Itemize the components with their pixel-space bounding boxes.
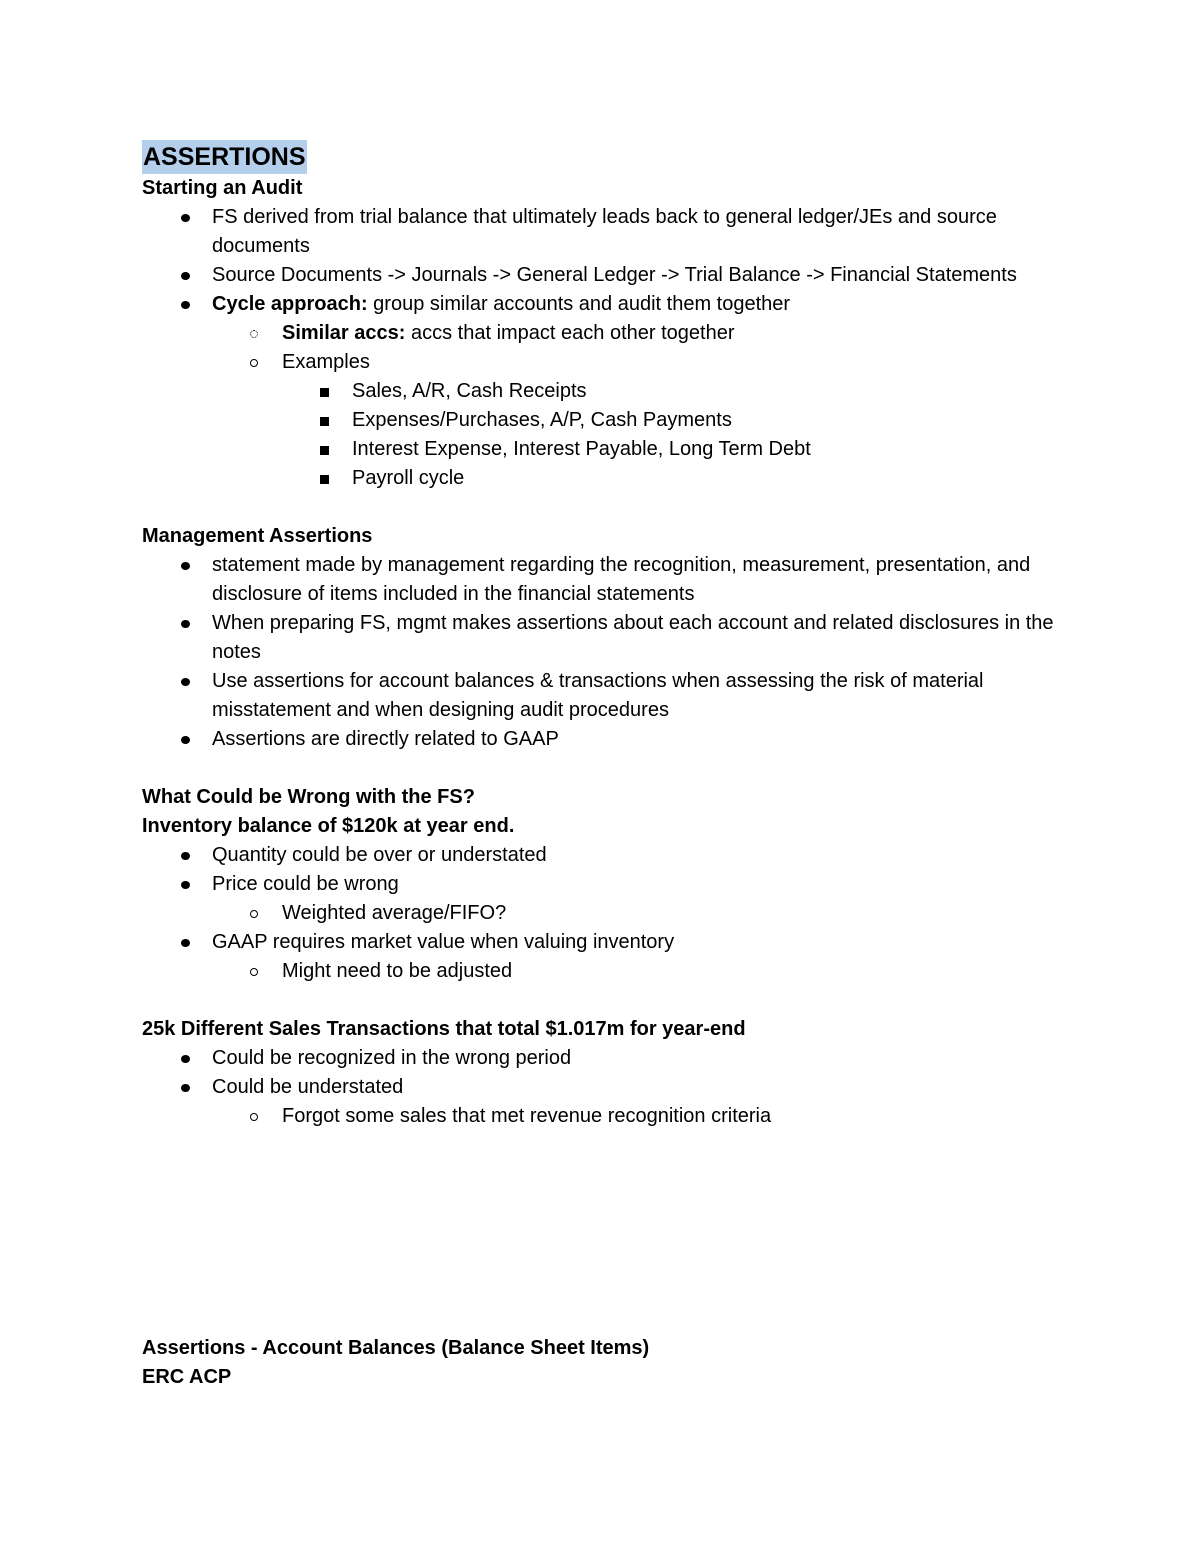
- list-item: [142, 870, 1082, 899]
- starting-audit-list: [142, 203, 1082, 493]
- bullet-icon: [181, 736, 190, 744]
- list-item-text: Price could be wrong: [212, 873, 399, 895]
- bullet-icon: [181, 562, 190, 570]
- page-title: ASSERTIONS: [142, 140, 307, 174]
- what-could-be-wrong-list: [142, 841, 1082, 986]
- list-item-text: GAAP requires market value when valuing inventory: [212, 931, 675, 953]
- list-item-text: Could be understated: [212, 1076, 404, 1098]
- heading-sales-transactions: 25k Different Sales Transactions that total $1.017m for year-end: [142, 1018, 746, 1040]
- subheading-erc-acp: ERC ACP: [142, 1366, 232, 1388]
- spacer: [142, 986, 1082, 1015]
- list-item-label: Similar accs:: [282, 322, 406, 344]
- subheading-inventory-balance: Inventory balance of $120k at year end.: [142, 815, 515, 837]
- list-item-text: Assertions are directly related to GAAP: [212, 728, 559, 750]
- list-item-text: Interest Expense, Interest Payable, Long Term Debt: [352, 438, 811, 460]
- list-item: [142, 725, 1082, 754]
- spacer: [142, 754, 1082, 783]
- list-item-text: statement made by management regarding the recognition, measurement, presentation, and disclosure of items included in the financial statements: [212, 554, 1031, 605]
- document-page: [142, 140, 1082, 1392]
- list-item: [142, 841, 1082, 870]
- list-item-text: Might need to be adjusted: [282, 960, 513, 982]
- list-item: [142, 899, 1082, 928]
- list-item-text: Payroll cycle: [352, 467, 465, 489]
- bullet-icon: [181, 620, 190, 628]
- management-assertions-list: [142, 551, 1082, 754]
- spacer: [142, 1131, 1082, 1334]
- list-item-text: FS derived from trial balance that ultimately leads back to general ledger/JEs and source documents: [212, 206, 997, 257]
- sales-transactions-list: [142, 1044, 1082, 1131]
- list-item: [142, 406, 1082, 435]
- list-item-text: Expenses/Purchases, A/P, Cash Payments: [352, 409, 732, 431]
- list-item: [142, 348, 1082, 377]
- hollow-bullet-icon: [250, 968, 258, 976]
- list-item: [142, 609, 1082, 667]
- heading-management-assertions: Management Assertions: [142, 525, 373, 547]
- heading-what-could-be-wrong: What Could be Wrong with the FS?: [142, 786, 475, 808]
- list-item-text: accs that impact each other together: [405, 322, 735, 344]
- list-item-text: Source Documents -> Journals -> General Ledger -> Trial Balance -> Financial Statements: [212, 264, 1017, 286]
- list-item-text: group similar accounts and audit them together: [367, 293, 791, 315]
- spacer: [142, 493, 1082, 522]
- square-bullet-icon: [320, 417, 329, 426]
- list-item-label: Cycle approach:: [212, 293, 368, 315]
- bullet-icon: [181, 678, 190, 686]
- list-item: [142, 928, 1082, 957]
- list-item: [142, 203, 1082, 261]
- list-item: [142, 464, 1082, 493]
- list-item-text: Sales, A/R, Cash Receipts: [352, 380, 587, 402]
- bullet-icon: [181, 939, 190, 947]
- bullet-icon: [181, 214, 190, 222]
- hollow-bullet-icon: [250, 910, 258, 918]
- square-bullet-icon: [320, 446, 329, 455]
- list-item: [142, 667, 1082, 725]
- list-item: [142, 551, 1082, 609]
- list-item-text: Could be recognized in the wrong period: [212, 1047, 572, 1069]
- list-item: [142, 1073, 1082, 1102]
- hollow-bullet-icon: [250, 330, 258, 338]
- bullet-icon: [181, 1055, 190, 1063]
- hollow-bullet-icon: [250, 1113, 258, 1121]
- list-item: [142, 261, 1082, 290]
- bullet-icon: [181, 881, 190, 889]
- list-item: [142, 1102, 1082, 1131]
- list-item: [142, 1044, 1082, 1073]
- list-item-text: Weighted average/FIFO?: [282, 902, 507, 924]
- list-item: [142, 435, 1082, 464]
- list-item: [142, 319, 1082, 348]
- list-item-text: Examples: [282, 351, 370, 373]
- list-item: [142, 290, 1082, 319]
- square-bullet-icon: [320, 475, 329, 484]
- list-item-text: Quantity could be over or understated: [212, 844, 547, 866]
- heading-starting-audit: Starting an Audit: [142, 177, 303, 199]
- hollow-bullet-icon: [250, 359, 258, 367]
- bullet-icon: [181, 272, 190, 280]
- heading-account-balances: Assertions - Account Balances (Balance Sheet Items): [142, 1337, 650, 1359]
- list-item-text: When preparing FS, mgmt makes assertions about each account and related disclosures in the notes: [212, 612, 1054, 663]
- bullet-icon: [181, 301, 190, 309]
- bullet-icon: [181, 852, 190, 860]
- list-item: [142, 957, 1082, 986]
- list-item: [142, 377, 1082, 406]
- bullet-icon: [181, 1084, 190, 1092]
- square-bullet-icon: [320, 388, 329, 397]
- list-item-text: Use assertions for account balances & transactions when assessing the risk of material misstatement and when designing audit procedures: [212, 670, 984, 721]
- list-item-text: Forgot some sales that met revenue recognition criteria: [282, 1105, 772, 1127]
